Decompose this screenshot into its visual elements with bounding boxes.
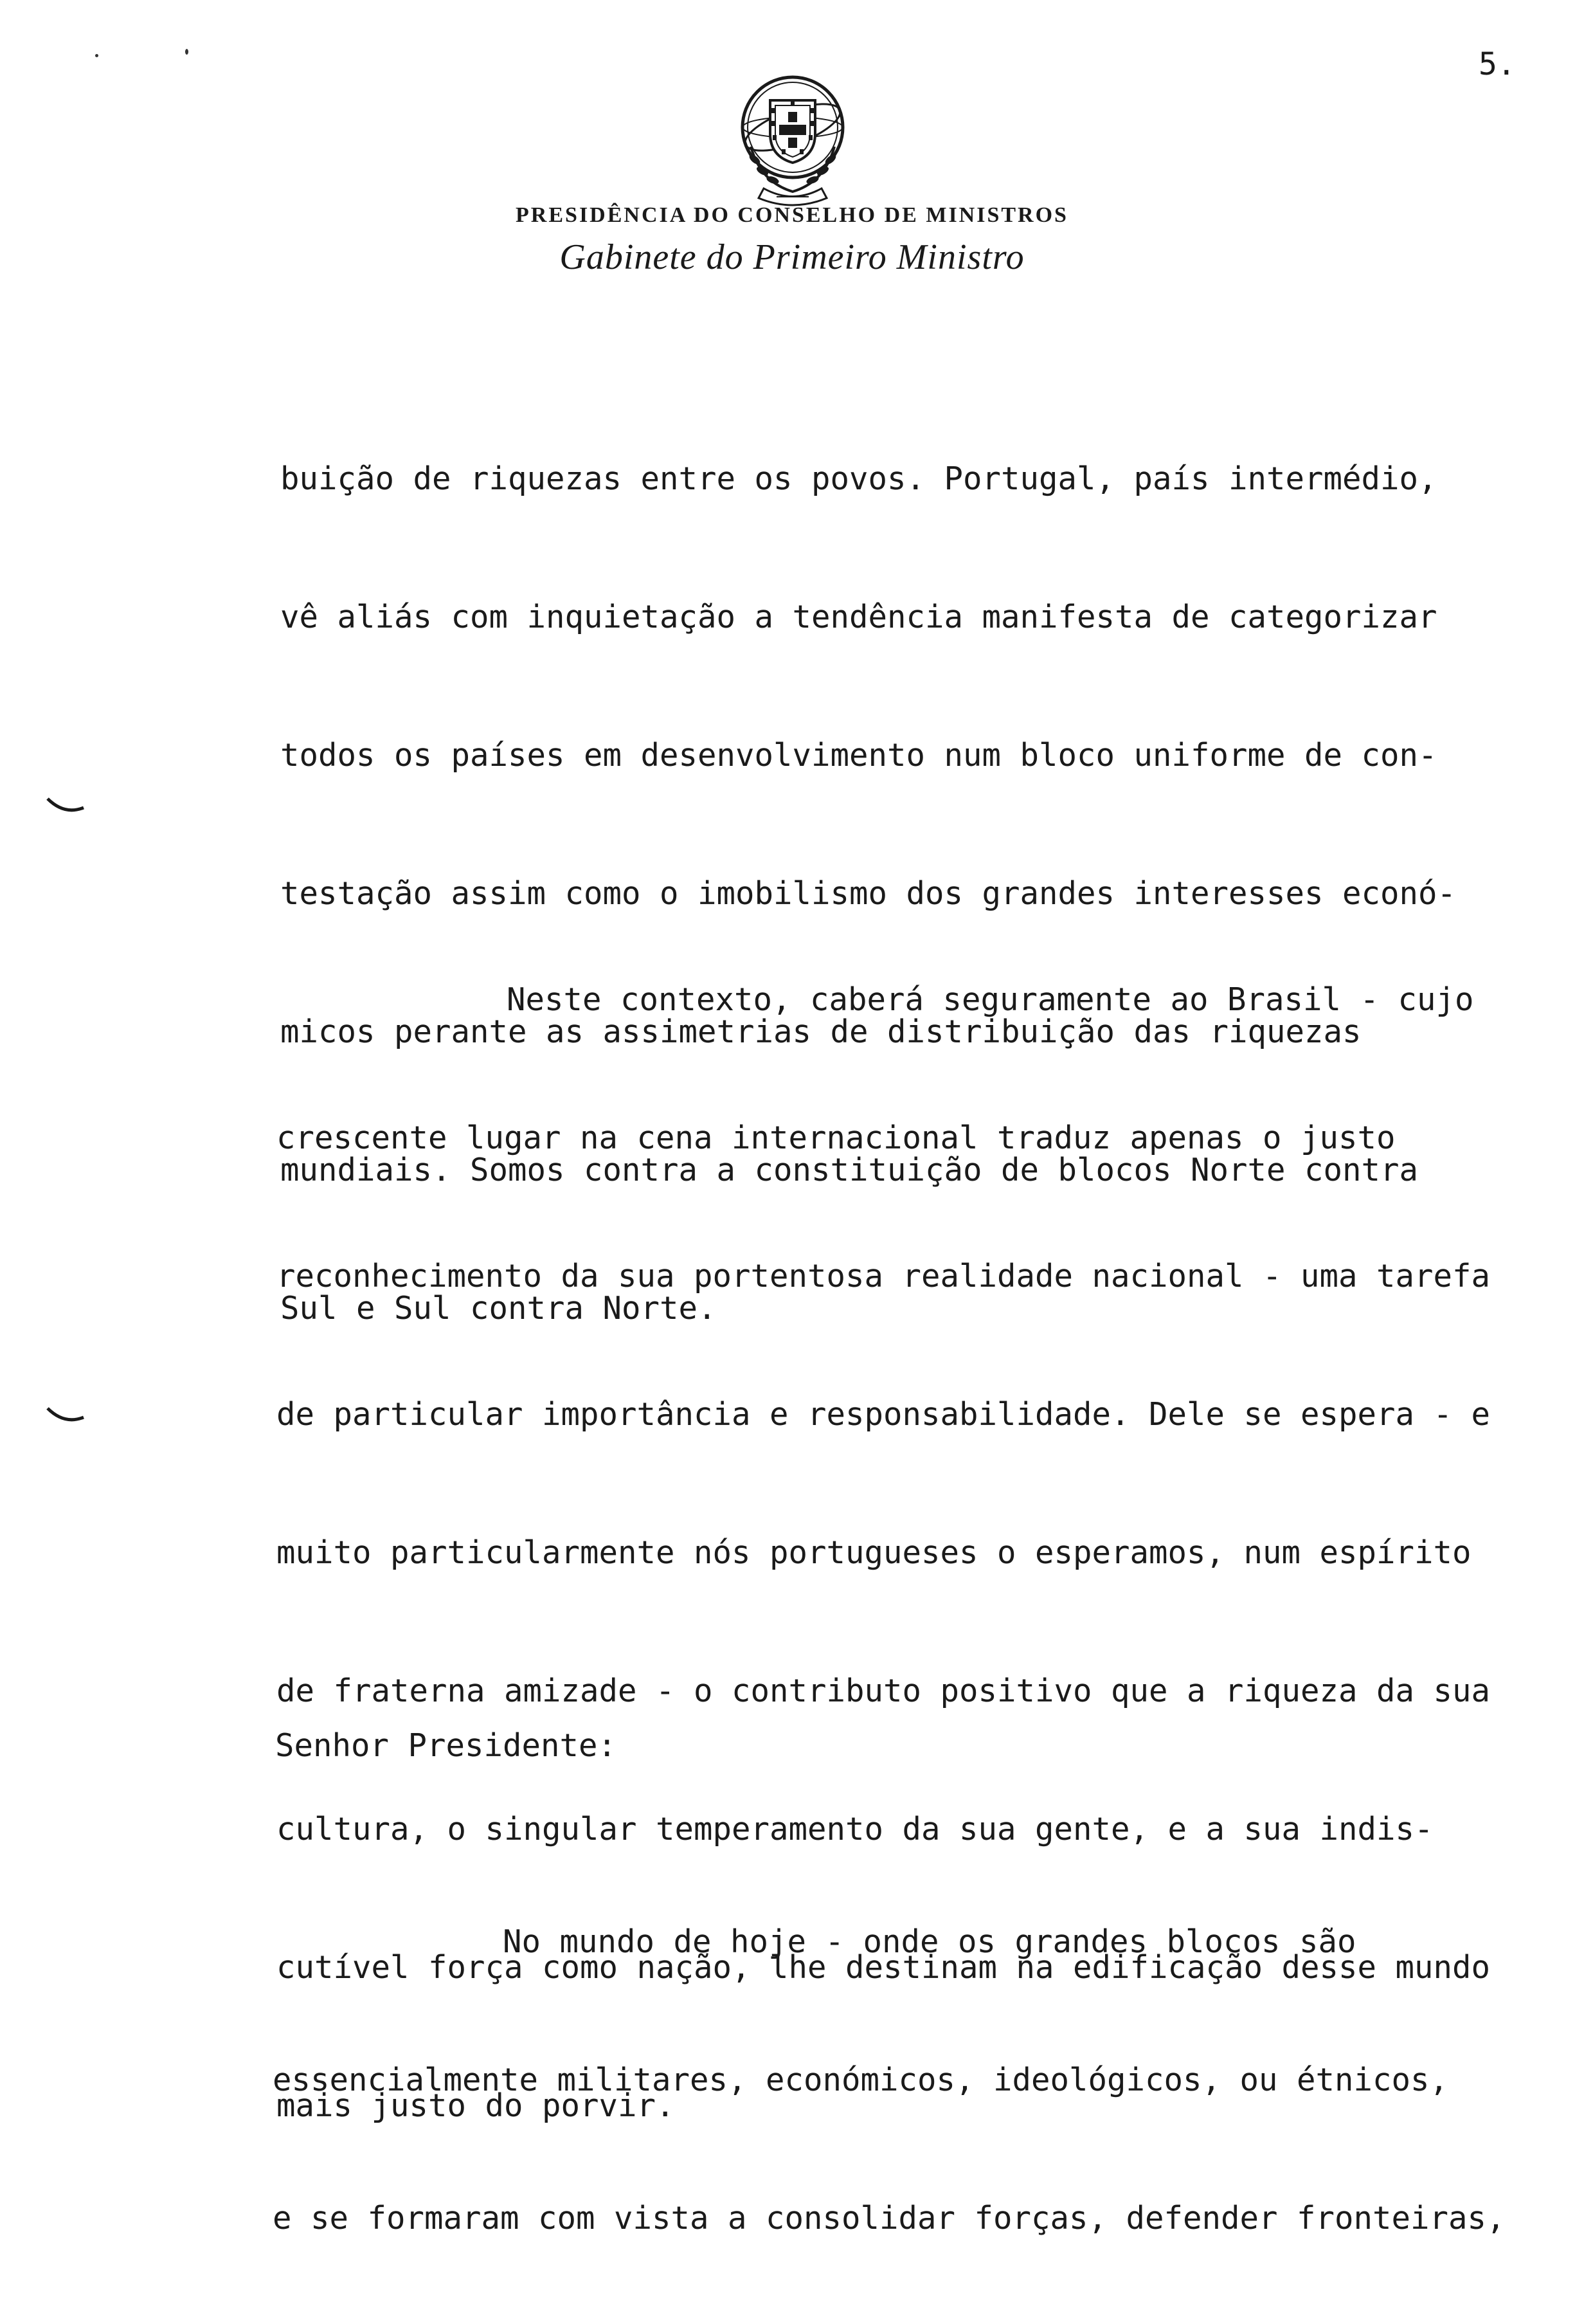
text-line: No mundo de hoje - onde os grandes blocos são xyxy=(503,1923,1356,1960)
text-line: de particular importância e responsabilidade. Dele se espera - e xyxy=(276,1396,1491,1433)
text-line: buição de riquezas entre os povos. Portugal, país intermédio, xyxy=(280,460,1437,497)
text-line: testação assim como o imobilismo dos grandes interesses econó- xyxy=(280,875,1457,912)
paragraph-3 xyxy=(273,1836,1506,2324)
text-line: Sul e Sul contra Norte. xyxy=(280,1290,717,1327)
text-line: mundiais. Somos contra a constituição de blocos Norte contra xyxy=(280,1152,1419,1188)
text-line: mais justo do porvir. xyxy=(276,2087,675,2124)
header-title: PRESIDÊNCIA DO CONSELHO DE MINISTROS xyxy=(516,203,1068,227)
scan-speck xyxy=(95,54,98,57)
text-line: essencialmente militares, económicos, ideológicos, ou étnicos, xyxy=(273,2062,1449,2098)
text-line: cutível força como nação, lhe destinam na edificação desse mundo xyxy=(276,1949,1491,1986)
scan-speck xyxy=(185,49,188,55)
text-line: todos os países em desenvolvimento num bloco uniforme de con- xyxy=(280,737,1437,774)
text-line: vê aliás com inquietação a tendência manifesta de categorizar xyxy=(280,599,1437,635)
margin-mark xyxy=(45,796,86,815)
text-line: muito particularmente nós portugueses o esperamos, num espírito xyxy=(276,1534,1472,1571)
text-line: reconhecimento da sua portentosa realidade nacional - uma tarefa xyxy=(276,1258,1491,1294)
text-line: crescente lugar na cena internacional traduz apenas o justo xyxy=(276,1120,1396,1156)
salutation-line: Senhor Presidente: xyxy=(275,1727,617,1764)
text-line: micos perante as assimetrias de distribuição das riquezas xyxy=(280,1013,1362,1050)
portuguese-coat-of-arms-icon xyxy=(725,69,860,211)
page-number: 5. xyxy=(1479,46,1516,82)
text-line: cultura, o singular temperamento da sua gente, e a sua indis- xyxy=(276,1811,1434,1847)
text-line: Neste contexto, caberá seguramente ao Brasil - cujo xyxy=(507,981,1474,1018)
salutation xyxy=(275,1640,616,1851)
header-subtitle: Gabinete do Primeiro Ministro xyxy=(559,237,1025,277)
margin-mark xyxy=(45,1406,86,1425)
text-line: e se formaram com vista a consolidar forças, defender fronteiras, xyxy=(273,2200,1506,2237)
text-line: de fraterna amizade - o contributo positivo que a riqueza da sua xyxy=(276,1673,1491,1709)
